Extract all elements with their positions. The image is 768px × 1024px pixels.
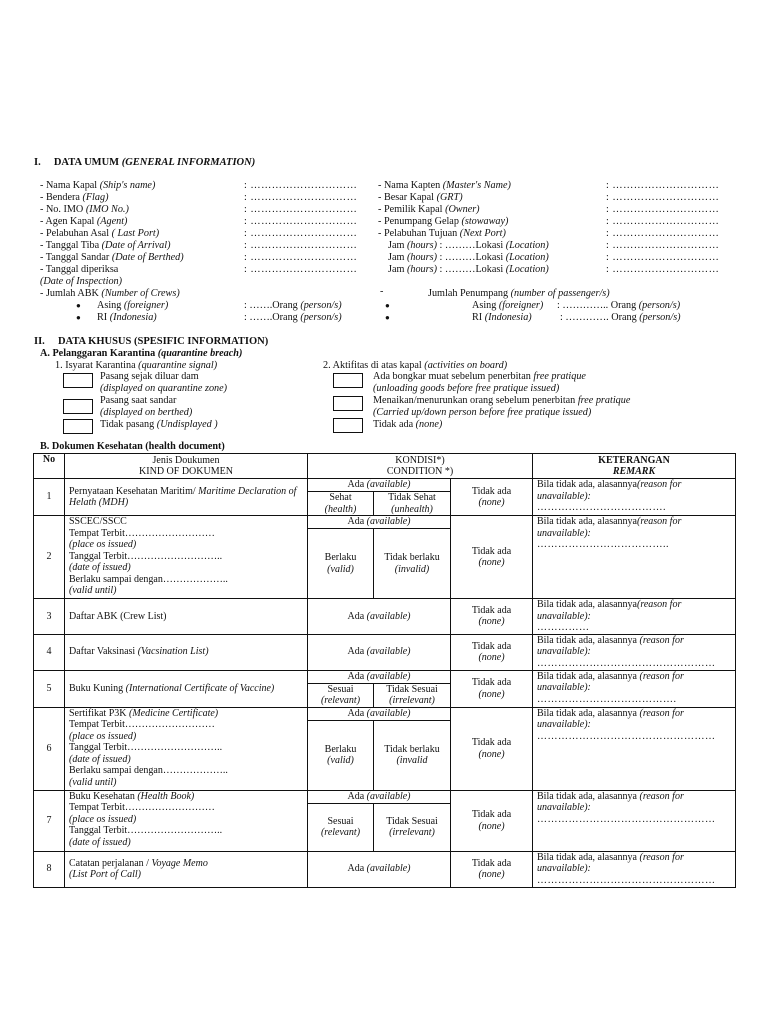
checkbox-unloading[interactable] [333,373,363,388]
health-document-table [33,453,736,888]
general-info-field-label: - Tanggal diperiksa [40,264,119,275]
general-info-field-label: - Penumpang Gelap (stowaway) [378,216,509,227]
table-row [34,670,736,683]
condition-available[interactable]: Ada (available) [308,790,451,803]
document-detail-line[interactable]: Berlaku sampai dengan……………….. [69,765,228,776]
passenger-count-heading: Jumlah Penumpang (number of passenger/s) [428,288,610,299]
signal-quarantine-zone-label-en: (displayed on quarantine zone) [100,383,228,394]
checkbox-signal-quarantine-zone[interactable] [63,373,93,388]
row-number: 4 [34,634,65,670]
document-name-cell: Buku Kuning (International Certificate of Vaccine) [65,670,308,707]
document-name-cell: Catatan perjalanan / Voyage Memo (List Port of Call) [65,851,308,887]
condition-option-2[interactable]: Tidak Sesuai (irrelevant) [374,803,451,851]
condition-option-2[interactable]: Tidak Sesuai (irrelevant) [374,683,451,707]
signal-berthed-label: Pasang saat sandar [100,395,177,406]
quarantine-breach-heading: A. Pelanggaran Karantina (quarantine breach) [40,348,243,359]
header-document: Jenis Doukumen KIND OF DOKUMEN [65,454,308,479]
general-info-field-label: - Pelabuhan Asal ( Last Port) [40,228,160,239]
row-number: 5 [34,670,65,707]
document-detail-line: (place os issued) [69,813,137,825]
table-header-row [34,454,736,479]
general-info-field-label: - Tanggal Sandar (Date of Berthed) [40,252,184,263]
general-info-field-input[interactable]: : ………………………… [244,204,358,215]
crew-count-label: RI (Indonesia) [97,312,157,323]
table-row [34,599,736,635]
row-number: 8 [34,851,65,887]
remark-cell[interactable]: Bila tidak ada, alasannya (reason for unavailable): …………………………………………… [533,851,736,887]
bullet-icon: ● [76,313,81,322]
general-info-field-label: (Date of Inspection) [40,276,123,287]
document-detail-line[interactable]: Tempat Terbit……………………… [69,802,215,813]
row-number: 2 [34,516,65,599]
condition-available[interactable]: Ada (available) [308,670,451,683]
condition-option-1[interactable]: Berlaku (valid) [308,529,374,599]
checkbox-none[interactable] [333,418,363,433]
row-number: 1 [34,479,65,516]
document-name-cell: Daftar ABK (Crew List) [65,599,308,635]
passenger-count-input[interactable]: : ………….. Orang (person/s) [557,300,681,311]
condition-none[interactable]: Tidak ada (none) [451,516,533,599]
condition-available[interactable]: Ada (available) [308,851,451,887]
general-info-field-label: - Jumlah ABK (Number of Crews) [40,288,180,299]
bullet-icon: ● [385,313,390,322]
document-detail-line[interactable]: Tanggal Terbit……………………….. [69,742,223,753]
condition-available[interactable]: Ada (available) [308,707,451,720]
document-detail-line: (valid until) [69,585,117,596]
health-document-heading: B. Dokumen Kesehatan (health document) [40,441,225,452]
document-name-cell: Buku Kesehatan (Health Book) Tempat Terbit……………………… (place os issued) Tanggal Terbit……………………….. (date of issued) [65,790,308,851]
general-info-field-input[interactable]: : ………………………… [244,228,358,239]
unloading-label-en: (unloading goods before free pratique issued) [373,383,560,394]
table-row [34,851,736,887]
row-number: 6 [34,707,65,790]
general-info-field-label: - Besar Kapal (GRT) [378,192,463,203]
general-info-field-label: - No. IMO (IMO No.) [40,204,129,215]
general-info-field-label: - Agen Kapal (Agent) [40,216,128,227]
condition-option-1[interactable]: Sesuai (relevant) [308,803,374,851]
table-row [34,634,736,670]
condition-option-1[interactable]: Sesuai (relevant) [308,683,374,707]
document-name-cell: SSCEC/SSCC Tempat Terbit……………………… (place os issued) Tanggal Terbit……………………….. (date of issued) Berlaku sampai dengan……………….. (valid until) [65,516,308,599]
carried-person-label: Menaikan/menurunkan orang sebelum penerbitan free pratique [373,395,631,406]
general-info-field-input[interactable]: : ………………………… [244,216,358,227]
condition-option-2[interactable]: Tidak berlaku (invalid [374,720,451,790]
document-detail-line: (date of issued) [69,836,131,848]
document-detail-line[interactable]: Berlaku sampai dengan……………….. [69,573,228,585]
checkbox-signal-berthed[interactable] [63,399,93,414]
crew-count-label: Asing (foreigner) [97,300,169,311]
row-number: 7 [34,790,65,851]
condition-available[interactable]: Ada (available) [308,634,451,670]
general-info-field-label: - Nama Kapten (Master's Name) [378,180,511,191]
signal-quarantine-zone-label: Pasang sejak diluar dam [100,371,199,382]
condition-none[interactable]: Tidak ada (none) [451,851,533,887]
table-row [34,516,736,529]
general-info-field-input[interactable]: : ………………………… [244,192,358,203]
remark-cell[interactable]: Bila tidak ada, alasannya (reason for unavailable): …………………………………………… [533,707,736,790]
document-name-cell: Daftar Vaksinasi (Vacsination List) [65,634,308,670]
remark-cell[interactable]: Bila tidak ada, alasannya (reason for unavailable): …………………………………………… [533,790,736,851]
condition-none[interactable]: Tidak ada (none) [451,634,533,670]
remark-cell[interactable]: Bila tidak ada, alasannya (reason for unavailable): …………………………………………… [533,634,736,670]
activities-heading: 2. Aktifitas di atas kapal (activities on board) [323,360,508,371]
header-remark: KETERANGAN REMARK [533,454,736,479]
header-condition: KONDISI*) CONDITION *) [308,454,533,479]
general-info-field-input[interactable]: : ………………………… [244,240,358,251]
section-1-heading: I. DATA UMUM (GENERAL INFORMATION) [34,157,256,168]
condition-available[interactable]: Ada (available) [308,599,451,635]
checkbox-carried-person[interactable] [333,396,363,411]
document-name-cell: Pernyataan Kesehatan Maritim/ Maritime Declaration of Helath (MDH) [65,479,308,516]
dash-marker: - [380,286,384,297]
document-name-cell: Sertifikat P3K (Medicine Certificate) Tempat Terbit……………………… (place os issued) Tanggal Terbit……………………….. (date of issued) Berlaku sampai dengan……………….. (valid until) [65,707,308,790]
condition-option-2[interactable]: Tidak berlaku (invalid) [374,529,451,599]
header-no: No [34,454,65,479]
signal-undisplayed-label: Tidak pasang (Undisplayed ) [100,419,218,430]
document-detail-line: (place os issued) [69,730,137,742]
passenger-count-input[interactable]: : …………. Orang (person/s) [560,312,681,323]
general-info-field-input[interactable]: : ………………………… [606,228,720,239]
table-row [34,707,736,720]
crew-count-input[interactable]: : …….Orang (person/s) [244,312,342,323]
general-info-field-input[interactable]: : ………………………… [244,180,358,191]
general-info-field-input[interactable]: : ………………………… [606,216,720,227]
document-detail-line[interactable]: Tanggal Terbit……………………….. [69,825,223,836]
general-info-field-input[interactable]: : ………………………… [606,192,720,203]
condition-available[interactable]: Ada (available) [308,479,451,492]
condition-none[interactable]: Tidak ada (none) [451,790,533,851]
table-row [34,479,736,492]
condition-option-1[interactable]: Sehat (health) [308,492,374,516]
general-info-field-label: Jam (hours) : ………Lokasi (Location) [388,264,549,275]
general-info-field-label: - Pelabuhan Tujuan (Next Port) [378,228,506,239]
general-info-field-input[interactable]: : ………………………… [606,204,720,215]
document-detail-line: (valid until) [69,776,117,788]
condition-none[interactable]: Tidak ada (none) [451,670,533,707]
general-info-field-input[interactable]: : ………………………… [606,252,720,263]
general-info-field-label: - Bendera (Flag) [40,192,109,203]
document-detail-line: (date of issued) [69,562,131,573]
checkbox-signal-undisplayed[interactable] [63,419,93,434]
none-label: Tidak ada (none) [373,419,443,430]
document-detail-line[interactable]: Tanggal Terbit……………………….. [69,550,223,562]
general-info-field-input[interactable]: : ………………………… [606,240,720,251]
general-info-field-label: Jam (hours) : ………Lokasi (Location) [388,240,549,251]
document-detail-line: (date of issued) [69,753,131,765]
general-info-field-input[interactable]: : ………………………… [244,252,358,263]
remark-cell[interactable]: Bila tidak ada, alasannya(reason for unavailable): ……………………………….. [533,516,736,599]
bullet-icon: ● [76,301,81,310]
signal-berthed-label-en: (displayed on berthed) [100,407,193,418]
remark-cell[interactable]: Bila tidak ada, alasannya(reason for unavailable): ………………………………. [533,479,736,516]
carried-person-label-en: (Carried up/down person before free pratique issued) [373,407,592,418]
condition-none[interactable]: Tidak ada (none) [451,599,533,635]
general-info-field-label: - Tanggal Tiba (Date of Arrival) [40,240,171,251]
general-info-field-input[interactable]: : ………………………… [606,264,720,275]
condition-option-1[interactable]: Berlaku (valid) [308,720,374,790]
document-detail-line[interactable]: Tempat Terbit……………………… [69,719,215,730]
bullet-icon: ● [385,301,390,310]
document-detail-line: (place os issued) [69,539,137,550]
document-detail-line[interactable]: Tempat Terbit……………………… [69,527,215,539]
passenger-count-label: Asing (foreigner) [472,300,544,311]
condition-none[interactable]: Tidak ada (none) [451,479,533,516]
quarantine-signal-heading: 1. Isyarat Karantina (quarantine signal) [55,360,218,371]
condition-available[interactable]: Ada (available) [308,516,451,529]
remark-cell[interactable]: Bila tidak ada, alasannya(reason for unavailable): …………… [533,599,736,635]
crew-count-input[interactable]: : …….Orang (person/s) [244,300,342,311]
general-info-field-input[interactable]: : ………………………… [244,264,358,275]
general-info-field-label: Jam (hours) : ………Lokasi (Location) [388,252,549,263]
general-info-field-label: - Pemilik Kapal (Owner) [378,204,480,215]
general-info-field-label: - Nama Kapal (Ship's name) [40,180,156,191]
unloading-label: Ada bongkar muat sebelum penerbitan free pratique [373,371,586,382]
condition-none[interactable]: Tidak ada (none) [451,707,533,790]
remark-cell[interactable]: Bila tidak ada, alasannya (reason for unavailable): …………………………………. [533,670,736,707]
condition-option-2[interactable]: Tidak Sehat (unhealth) [374,492,451,516]
row-number: 3 [34,599,65,635]
section-2-heading: II. DATA KHUSUS (SPESIFIC INFORMATION) [34,336,269,347]
table-row [34,790,736,803]
general-info-field-input[interactable]: : ………………………… [606,180,720,191]
passenger-count-label: RI (Indonesia) [472,312,532,323]
